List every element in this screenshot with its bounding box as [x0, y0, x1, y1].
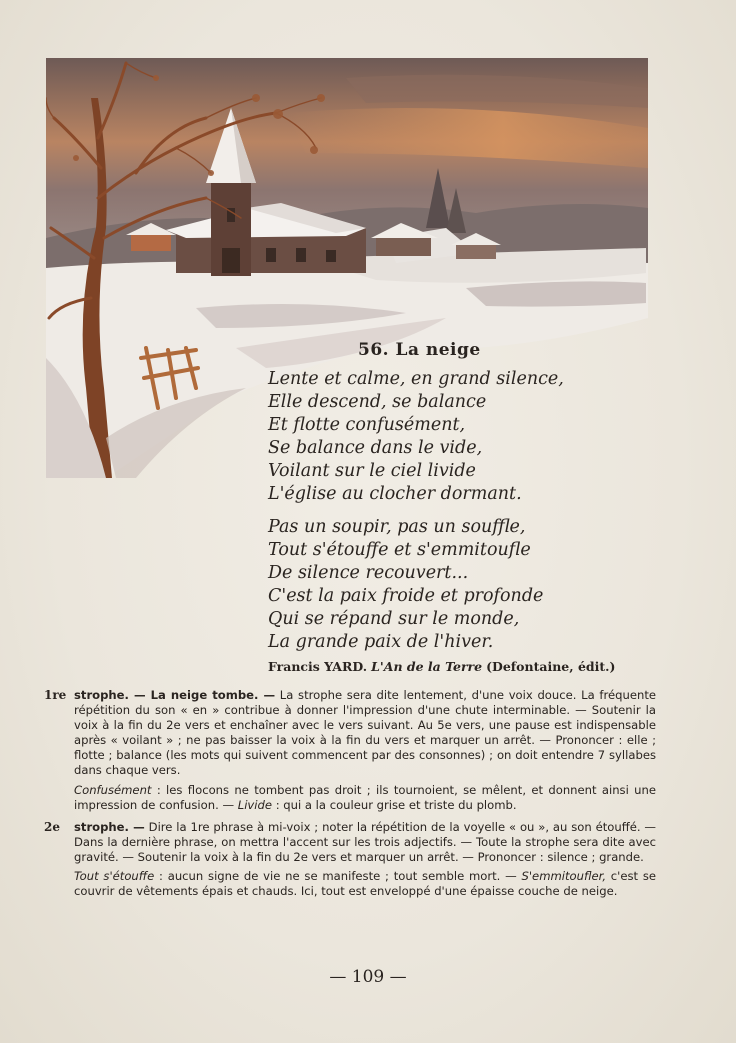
vocabulary-term: Livide — [237, 797, 272, 812]
poem-line: Elle descend, se balance — [268, 392, 487, 412]
poem-line: Tout s'étouffe et s'emmitoufle — [268, 540, 531, 560]
vocabulary-definition: : aucun signe de vie ne se manifeste ; tout semble mort. — — [159, 869, 517, 884]
strophe-heading: strophe. — — [74, 819, 145, 834]
strophe-text: La strophe sera dite lentement, d'une voix douce. La fréquente répétition du son « en » contribue à donner l'impression d'une chute interminable. — Soutenir la voix à la fin du 2e vers et enchaîner avec le vers suivant. Au 5e vers, une pause est indispensable après « voilant » ; ne pas baisser la voix à la fin du vers et marquer un arrêt. — Prononcer : elle ; flotte ; balance (les mots qui suivent commencent par des consonnes) ; on doit entendre 7 syllabes dans chaque vers. — [74, 688, 657, 778]
page-number: — 109 — — [329, 967, 407, 987]
vocabulary-definition: : qui a la couleur grise et triste du plomb. — [275, 797, 517, 812]
vocabulary-definition: c'est se couvrir de vêtements épais et chauds. Ici, tout est enveloppé d'une épaisse couche de neige. — [74, 869, 657, 899]
commentary — [46, 688, 656, 906]
strophe-text: Dire la 1re phrase à mi-voix ; noter la répétition de la voyelle « ou », au son étouffé. — Dans la dernière phrase, on mettra l'accent sur les trois adjectifs. — Toute la strophe sera dite avec gravité. — Soutenir la voix à la fin du 2e vers et marquer un arrêt. — Prononcer : silence ; grande. — [74, 819, 656, 864]
poem-line: Et flotte confusément, — [268, 415, 466, 435]
strophe-1-commentary — [46, 688, 656, 779]
vocabulary-term: Confusément — [74, 782, 152, 797]
strophe-number: 2e — [44, 819, 60, 834]
publisher: (Defontaine, édit.) — [486, 659, 616, 674]
author-name: Francis YARD. — [268, 659, 368, 674]
poem-line: Qui se répand sur le monde, — [268, 609, 520, 629]
poem-line: La grande paix de l'hiver. — [268, 632, 494, 652]
poem-line: L'église au clocher dormant. — [268, 484, 522, 504]
poem — [268, 368, 618, 654]
book-title: L'An de la Terre — [371, 659, 483, 674]
vocabulary-term: Tout s'étouffe — [74, 869, 155, 884]
poem-line: De silence recouvert... — [268, 563, 469, 583]
poem-line: Voilant sur le ciel livide — [268, 461, 476, 481]
stanza-divider — [268, 506, 618, 516]
poem-attribution — [268, 659, 615, 674]
strophe-number: 1re — [44, 688, 67, 702]
vocabulary-term: S'emmitoufler, — [521, 869, 606, 884]
poem-title: 56. La neige — [358, 340, 481, 360]
strophe-heading: strophe. — La neige tombe. — — [74, 688, 276, 702]
poem-line: C'est la paix froide et profonde — [268, 586, 544, 606]
poem-line: Se balance dans le vide, — [268, 438, 483, 458]
vocabulary-definition: : les flocons ne tombent pas droit ; ils tournoient, se mêlent, et donnent ainsi une impression de confusion. — — [74, 782, 656, 812]
poem-line: Pas un soupir, pas un souffle, — [268, 517, 526, 537]
strophe-2-commentary — [46, 820, 656, 865]
poem-line: Lente et calme, en grand silence, — [268, 369, 564, 389]
vocabulary-note-2 — [46, 869, 656, 899]
vocabulary-note-1 — [46, 783, 656, 813]
